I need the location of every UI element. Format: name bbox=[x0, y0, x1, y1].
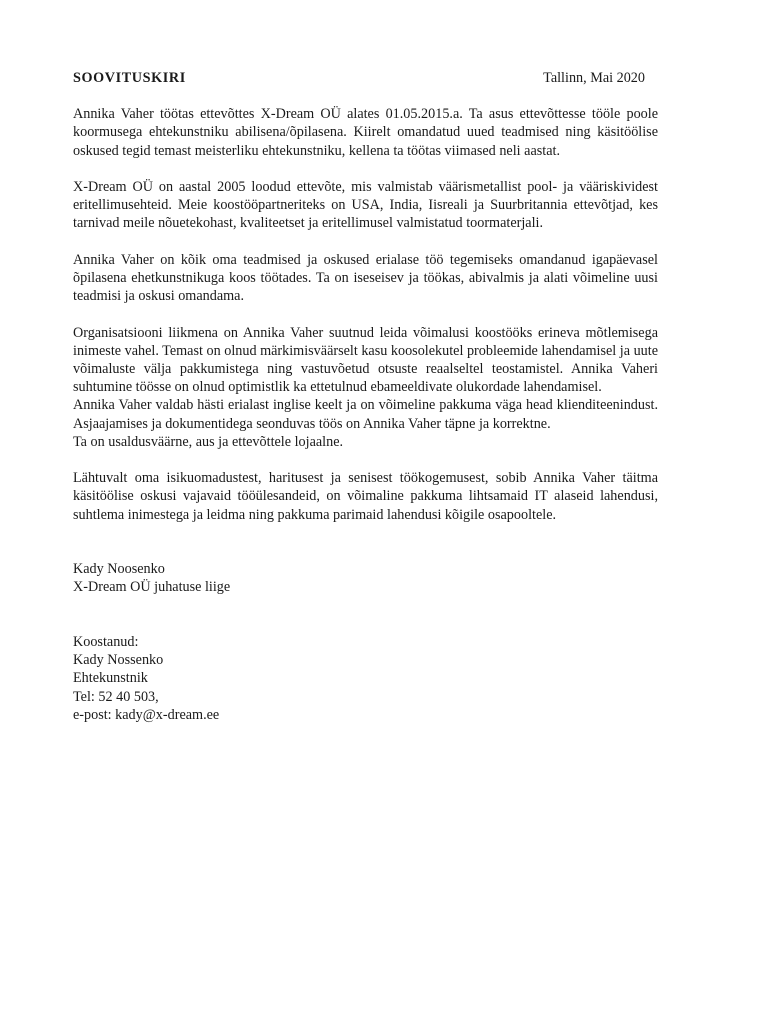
letter-header bbox=[73, 69, 658, 87]
contact-email: e-post: kady@x-dream.ee bbox=[73, 706, 220, 723]
paragraph-teamwork: Organisatsiooni liikmena on Annika Vaher suutnud leida võimalusi koostööks erineva mõtlemisega inimeste vahel. Temast on olnud märkimisväärselt kasu koosolekutel probleemide lahendamisel ja uute võimaluste välja pakkumistega ning vastuvõetud otsuste reaalseltel teostamistel. Annika Vaheri suhtumine töösse on olnud optimistlik ka ettetulnud ebameeldivate olukordade lahendamisel. bbox=[73, 324, 659, 396]
paragraph-employment: Annika Vaher töötas ettevõttes X-Dream OÜ alates 01.05.2015.a. Ta asus ettevõttesse tööle poole koormusega ehtekunstniku abilisena/õpilasena. Kiirelt omandatud uued teadmised ning käsitöölise oskused tegid temast meisterliku ehtekunstniku, kellena ta töötas viimased neli aastat. bbox=[73, 106, 658, 159]
paragraph-language: Annika Vaher valdab hästi erialast inglise keelt ja on võimeline pakkuma väga head klienditeenindust. Asjaajamises ja dokumentidega seonduvas töös on Annika Vaher täpne ja korrektne. bbox=[73, 397, 658, 432]
paragraph-company: X-Dream OÜ on aastal 2005 loodud ettevõte, mis valmistab väärismetallist pool- ja vääriskividest eritellimusehteid. Meie koostööpartneriteks on USA, India, Iisreali ja Suurbritannia ettevõtjad, kes tarnivad meile nõuetekohast, kvaliteetset ja eritellimusel valmistatud toormaterjali. bbox=[73, 179, 658, 232]
letter-title: SOOVITUSKIRI bbox=[73, 70, 186, 86]
letter-page bbox=[73, 69, 658, 724]
contact-label: Koostanud: bbox=[73, 634, 139, 650]
paragraph-conclusion: Lähtuvalt oma isikuomadustest, haritusest ja senisest töökogemusest, sobib Annika Vaher täitma käsitöölise oskusi vajavaid tööülesandeid, on võimaline pakkuma lihtsamaid IT alaseid lahendusi, suhtlema inimestega ja leidma ning pakkuma parimaid lahendusi kõigile osapooltele. bbox=[73, 470, 658, 523]
place-date: Tallinn, Mai 2020 bbox=[543, 70, 645, 86]
paragraph-skills: Annika Vaher on kõik oma teadmised ja oskused erialase töö tegemiseks omandanud igapäevasel õpilasena ehetkunstnikuga koos töötades. Ta on iseseisev ja töökas, abivalmis ja alati võimeline uusi teadmisi ja oskusi omandama. bbox=[73, 251, 658, 305]
signer-position: X-Dream OÜ juhatuse liige bbox=[73, 579, 231, 596]
contact-role: Ehtekunstnik bbox=[73, 670, 148, 687]
contact-block bbox=[73, 633, 658, 724]
signature-block bbox=[73, 560, 658, 596]
contact-name: Kady Nossenko bbox=[73, 652, 164, 669]
contact-phone: Tel: 52 40 503, bbox=[73, 688, 159, 705]
paragraph-trust: Ta on usaldusväärne, aus ja ettevõttele lojaalne. bbox=[73, 433, 344, 450]
signer-name: Kady Noosenko bbox=[73, 561, 165, 578]
